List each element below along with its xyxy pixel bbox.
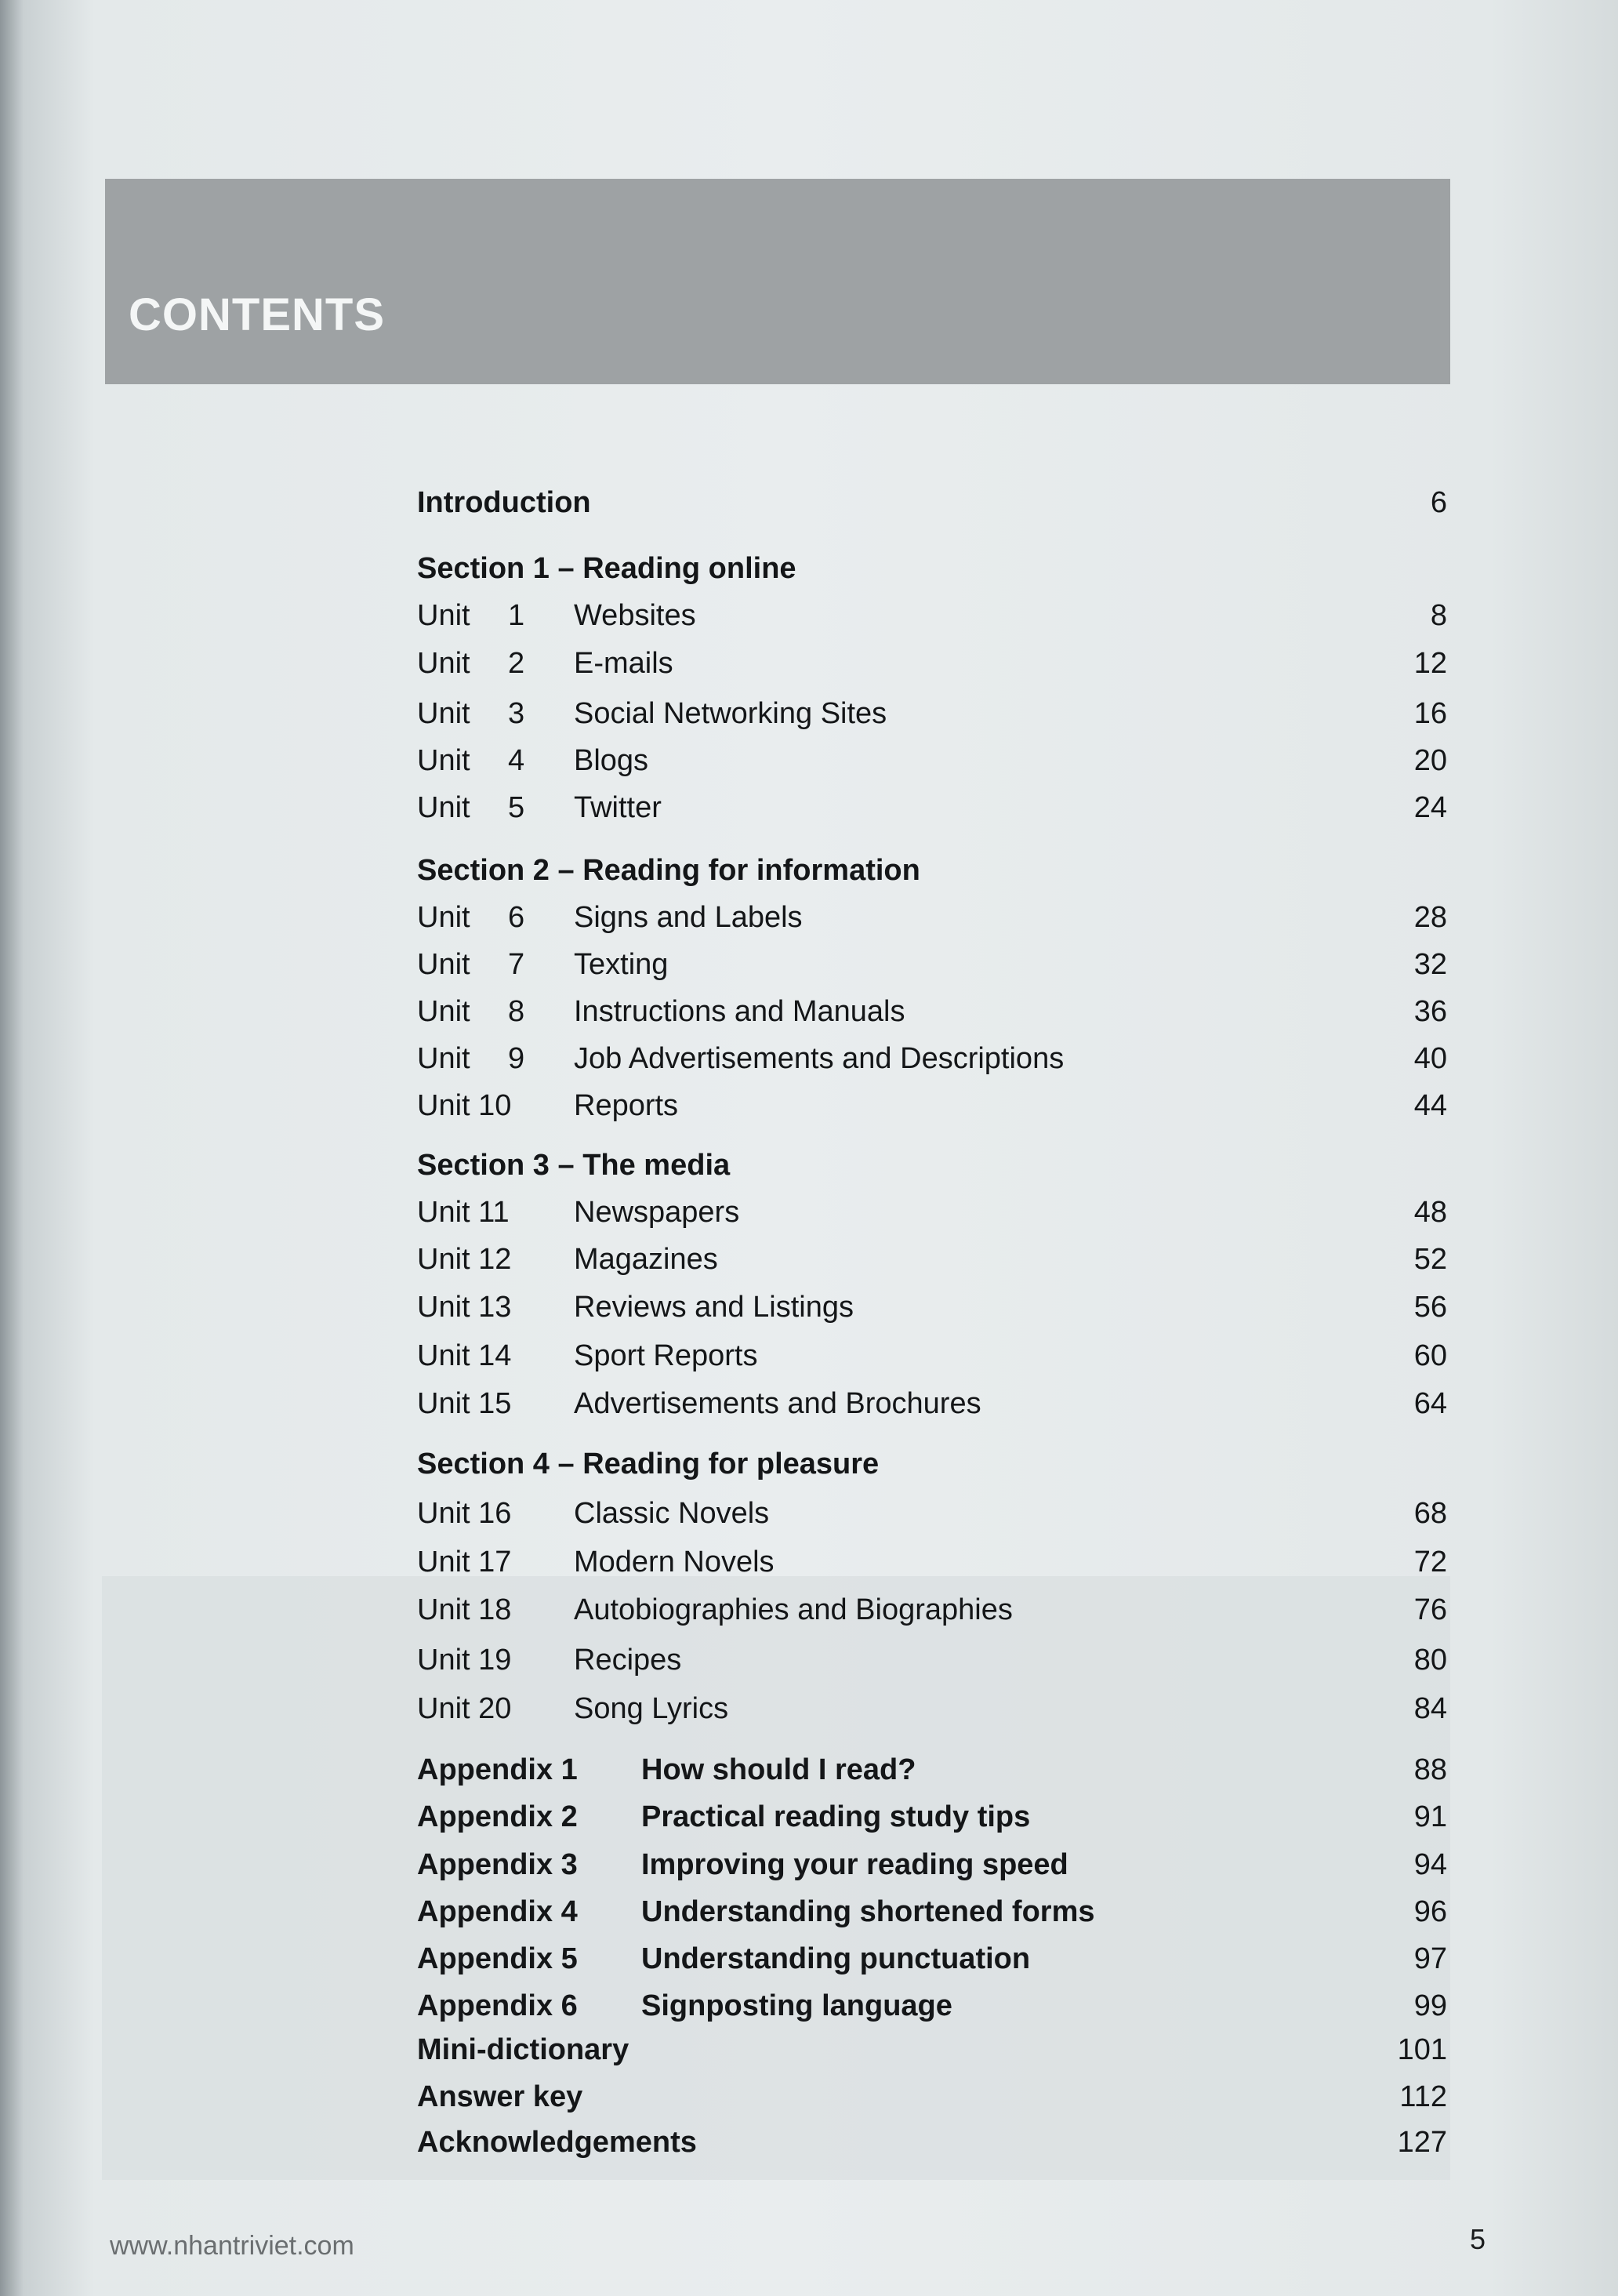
entry-title: Song Lyrics [574,1692,729,1725]
toc-entry-unit [0,1384,1618,1423]
page-ref: 99 [1413,1989,1447,2022]
entry-title: Signposting language [641,1989,952,2022]
top-label: Acknowledgements [417,2126,697,2159]
unit-label: Unit [417,901,470,934]
entry-title: Blogs [574,744,649,777]
toc-entry-unit [0,1494,1618,1533]
page-ref: 32 [1413,948,1447,981]
page-ref: 48 [1413,1196,1447,1229]
unit-label: Unit 15 [417,1387,512,1420]
entry-title: Sport Reports [574,1339,758,1372]
page-ref: 52 [1413,1243,1447,1276]
unit-label: Unit 11 [417,1196,510,1229]
page-ref: 84 [1413,1692,1447,1725]
unit-number: 1 [508,599,525,632]
toc-entry-unit [0,898,1618,937]
unit-label: Unit [417,697,470,730]
toc-entry-top [0,483,1618,522]
appendix-label: Appendix 2 [417,1800,578,1833]
toc-entry-unit [0,788,1618,827]
toc-entry-unit [0,1336,1618,1375]
unit-number: 6 [508,901,525,934]
entry-title: How should I read? [641,1753,916,1786]
page-ref: 101 [1397,2033,1447,2066]
entry-title: Practical reading study tips [641,1800,1031,1833]
entry-title: Improving your reading speed [641,1848,1068,1881]
page-ref: 96 [1413,1895,1447,1928]
toc-entry-appendix [0,1797,1618,1836]
page-ref: 20 [1413,744,1447,777]
unit-label: Unit [417,599,470,632]
entry-title: Websites [574,599,696,632]
appendix-label: Appendix 4 [417,1895,578,1928]
entry-title: Social Networking Sites [574,697,887,730]
section-label: Section 3 – The media [417,1149,731,1182]
toc-entry-unit [0,1590,1618,1629]
page-ref: 24 [1413,791,1447,824]
entry-title: Magazines [574,1243,718,1276]
toc-entry-section [0,1444,1618,1484]
toc-entry-unit [0,1193,1618,1232]
toc-entry-unit [0,1689,1618,1728]
unit-number: 5 [508,791,525,824]
page-number: 5 [1470,2223,1486,2255]
page-ref: 64 [1413,1387,1447,1420]
toc-entry-unit [0,945,1618,984]
appendix-label: Appendix 1 [417,1753,578,1786]
entry-title: Job Advertisements and Descriptions [574,1042,1065,1075]
toc-entry-unit [0,1086,1618,1125]
entry-title: Texting [574,948,669,981]
top-label: Introduction [417,486,591,519]
toc-entry-unit [0,1542,1618,1582]
page-ref: 68 [1413,1497,1447,1530]
top-label: Answer key [417,2080,583,2113]
page-ref: 94 [1413,1848,1447,1881]
toc-entry-top [0,2030,1618,2069]
page-ref: 56 [1413,1291,1447,1324]
page-ref: 6 [1430,486,1447,519]
toc-entry-top [0,2123,1618,2162]
toc-entry-top [0,2077,1618,2116]
toc-entry-appendix [0,1939,1618,1978]
page-ref: 97 [1413,1942,1447,1975]
section-label: Section 1 – Reading online [417,552,796,585]
page-title: CONTENTS [129,289,385,340]
entry-title: Modern Novels [574,1546,775,1578]
page-ref: 8 [1430,599,1447,632]
entry-title: Understanding punctuation [641,1942,1031,1975]
unit-label: Unit [417,1042,470,1075]
page-ref: 28 [1413,901,1447,934]
top-label: Mini-dictionary [417,2033,629,2066]
unit-label: Unit 20 [417,1692,512,1725]
page-ref: 12 [1413,647,1447,680]
toc-entry-section [0,1146,1618,1185]
page-ref: 112 [1399,2080,1447,2113]
appendix-label: Appendix 5 [417,1942,578,1975]
toc-entry-unit [0,1288,1618,1327]
toc-entry-unit [0,694,1618,733]
unit-number: 7 [508,948,525,981]
section-label: Section 2 – Reading for information [417,854,920,887]
entry-title: E-mails [574,647,673,680]
toc-entry-section [0,549,1618,588]
toc-entry-appendix [0,1750,1618,1789]
page-ref: 36 [1413,995,1447,1028]
page-ref: 88 [1413,1753,1447,1786]
unit-label: Unit [417,948,470,981]
unit-number: 9 [508,1042,525,1075]
toc-entry-appendix [0,1892,1618,1931]
appendix-label: Appendix 3 [417,1848,578,1881]
appendix-label: Appendix 6 [417,1989,578,2022]
unit-label: Unit 10 [417,1089,512,1122]
footer-url: www.nhantriviet.com [110,2231,354,2261]
entry-title: Instructions and Manuals [574,995,905,1028]
section-label: Section 4 – Reading for pleasure [417,1448,880,1480]
unit-number: 3 [508,697,525,730]
contents-header-band [105,179,1450,384]
page-ref: 60 [1413,1339,1447,1372]
unit-label: Unit 18 [417,1593,512,1626]
entry-title: Advertisements and Brochures [574,1387,981,1420]
entry-title: Reports [574,1089,679,1122]
toc-entry-appendix [0,1845,1618,1884]
toc-entry-unit [0,1640,1618,1680]
entry-title: Recipes [574,1644,682,1677]
page-ref: 72 [1413,1546,1447,1578]
entry-title: Newspapers [574,1196,740,1229]
page-ref: 91 [1413,1800,1447,1833]
unit-number: 8 [508,995,525,1028]
unit-label: Unit 14 [417,1339,512,1372]
unit-label: Unit 13 [417,1291,512,1324]
unit-label: Unit 12 [417,1243,512,1276]
entry-title: Autobiographies and Biographies [574,1593,1013,1626]
page-ref: 40 [1413,1042,1447,1075]
unit-number: 2 [508,647,525,680]
toc-entry-section [0,851,1618,890]
unit-label: Unit 17 [417,1546,512,1578]
entry-title: Signs and Labels [574,901,803,934]
unit-number: 4 [508,744,525,777]
unit-label: Unit 16 [417,1497,512,1530]
unit-label: Unit 19 [417,1644,512,1677]
entry-title: Twitter [574,791,662,824]
toc-entry-unit [0,1240,1618,1279]
entry-title: Reviews and Listings [574,1291,854,1324]
unit-label: Unit [417,995,470,1028]
page-ref: 80 [1413,1644,1447,1677]
toc-entry-unit [0,1039,1618,1078]
page-ref: 44 [1413,1089,1447,1122]
unit-label: Unit [417,647,470,680]
toc-entry-unit [0,992,1618,1031]
entry-title: Understanding shortened forms [641,1895,1095,1928]
unit-label: Unit [417,791,470,824]
toc-entry-unit [0,644,1618,683]
page-ref: 127 [1397,2126,1447,2159]
entry-title: Classic Novels [574,1497,770,1530]
toc-entry-unit [0,596,1618,635]
toc-entry-unit [0,741,1618,780]
toc-entry-appendix [0,1986,1618,2025]
page-ref: 76 [1413,1593,1447,1626]
page-ref: 16 [1413,697,1447,730]
unit-label: Unit [417,744,470,777]
